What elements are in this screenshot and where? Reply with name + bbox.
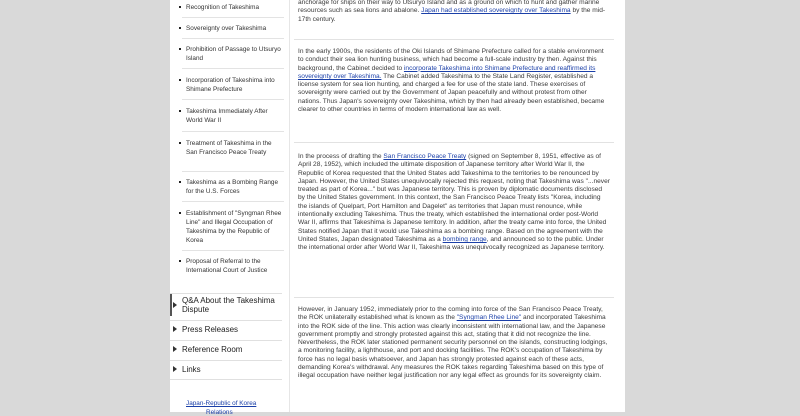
sidebar-item-label: Reference Room xyxy=(182,345,243,354)
bullet-icon xyxy=(179,110,181,112)
sidebar-subitem-label: Establishment of "Syngman Rhee Line" and Illegal Occupation of Takeshima by the Republic of Korea xyxy=(186,210,282,244)
triangle-right-icon xyxy=(173,346,177,352)
sidebar-subitem-syngman-rhee[interactable] xyxy=(186,209,282,245)
sidebar-subitem-label: Treatment of Takeshima in the San Francisco Peace Treaty xyxy=(186,140,272,156)
sidebar-item-qa[interactable] xyxy=(170,293,282,316)
bullet-icon xyxy=(179,48,181,50)
triangle-right-icon xyxy=(173,326,177,332)
sidebar-subitem-label: Takeshima Immediately After World War II xyxy=(186,108,268,124)
divider xyxy=(182,38,284,39)
sidebar-subitem-recognition[interactable] xyxy=(186,3,282,12)
link-bombing-range[interactable]: bombing range xyxy=(442,235,487,243)
sidebar-item-label: Q&A About the Takeshima Dispute xyxy=(182,296,275,314)
paragraph-text: and incorporated Takeshima into the ROK side of the line. This action was clearly inconsistent with international law, and the Japanese government promptly and strongly protested against this act, stating that it did not recognize the line. Nevertheless, the ROK later stationed permanent security personnel on the islands, constructing lodgings, a monitoring facility, a lighthouse, and port and docking facilities. The ROK's occupation of Takeshima by force has no legal basis whatsoever, and Japan has strongly protested against each of these acts, demanding Korea's withdrawal. Any measures the ROK takes regarding Takeshima based on this type of illegal occupation have neither legal justification nor any legal effect as grounds for its sovereignty claim. xyxy=(298,314,608,380)
sidebar-item-label: Press Releases xyxy=(182,325,239,334)
paragraph-text: However, in January 1952, immediately prior to the coming into force of the San Francisco Peace Treaty, the ROK unilaterally established what is known as the xyxy=(298,306,603,322)
active-bar xyxy=(170,294,172,316)
sidebar-subitem-icj-referral[interactable] xyxy=(186,257,282,275)
sidebar-subitem-label: Prohibition of Passage to Utsuryo Island xyxy=(186,46,281,62)
sidebar-subitem-bombing-range[interactable] xyxy=(186,178,282,196)
paragraph-syngman-rhee xyxy=(298,306,610,381)
sidebar-subitem-label: Recognition of Takeshima xyxy=(186,4,260,11)
sidebar-subitem-label: Takeshima as a Bombing Range for the U.S. Forces xyxy=(186,179,279,195)
divider xyxy=(182,68,284,69)
link-san-francisco-peace-treaty[interactable]: San Francisco Peace Treaty xyxy=(383,153,467,160)
sidebar-subitem-peace-treaty[interactable] xyxy=(186,139,282,157)
divider xyxy=(182,250,284,251)
footer-link-relations[interactable]: Relations xyxy=(206,409,233,416)
section-divider xyxy=(294,142,614,143)
divider xyxy=(182,171,284,172)
paragraph-text: , and announced so to the public. Under the international order after World War II, Takeshima was unequivocally recognized as Japanese territory. xyxy=(298,235,605,252)
sidebar-subitem-incorporation[interactable] xyxy=(186,76,282,94)
triangle-right-icon xyxy=(173,366,177,372)
bullet-icon xyxy=(179,181,181,183)
divider xyxy=(182,201,284,202)
paragraph-text: In the early 1900s, the residents of the Oki Islands of Shimane Prefecture called for a stable environment to conduct their sea lion hunting business, which had become a full-scale industry by then. Against this background, the Cabinet decided to xyxy=(298,48,604,72)
divider xyxy=(182,131,284,132)
sidebar-subitem-label: Sovereignty over Takeshima xyxy=(186,25,267,32)
bullet-icon xyxy=(179,79,181,81)
paragraph-peace-treaty xyxy=(298,153,610,253)
bullet-icon xyxy=(179,6,181,8)
paragraph-text: The Cabinet added Takeshima to the State Land Register, established a license system for sea lion hunting, and charged a fee for use of the state land. These exercises of sovereignty were carried out by the Government of Japan peacefully and without protest from other nations. Thus Japan's sovereignty over Takeshima, which by then had already been established, became clearer to other countries in terms of modern international law as well. xyxy=(298,72,605,114)
section-divider xyxy=(294,297,614,298)
paragraph-text: (signed on September 8, 1951, effective as of April 28, 1952), which included the ultimate disposition of Japanese territory after World War II, the Republic of Korea requested that the United States add Takeshima to the territories to be renounced by Japan. However, the United States unequivocally rejected this request, noting that Takeshima was "...never treated as part of Korea..." but was Japanese territory. This is proven by diplomatic documents disclosed by the United States government. In this context, the San Francisco Peace Treaty lists "Korea, including the islands of Quelpart, Port Hamilton and Dagelet" as territories that Japan must renounce, while intentionally excluding Takeshima. Thus the treaty, which established the international order post-World War II, affirms that Takeshima is Japanese territory. In addition, after the treaty came into force, the United States notified Japan that it would use Takeshima as a bombing range. Based on the agreement with the United States, Japan designated Takeshima as a xyxy=(298,153,610,243)
bullet-icon xyxy=(179,212,181,214)
paragraph-sovereignty xyxy=(298,0,610,24)
sidebar-item-links[interactable] xyxy=(170,360,282,380)
sidebar-subitem-prohibition[interactable] xyxy=(186,45,282,63)
link-incorporate-takeshima[interactable]: incorporate Takeshima into Shimane Prefecture and reaffirmed its sovereignty over Takeshima. xyxy=(298,64,596,80)
sidebar-subitem-label: Incorporation of Takeshima into Shimane Prefecture xyxy=(186,77,275,93)
sidebar-nav xyxy=(170,0,284,412)
sidebar-subitem-after-war[interactable] xyxy=(186,107,282,125)
paragraph-text: In the process of drafting the xyxy=(298,153,384,160)
link-syngman-rhee-line[interactable]: "Syngman Rhee Line" xyxy=(456,314,522,322)
footer-link-japan-rok[interactable]: Japan-Republic of Korea xyxy=(186,400,257,407)
triangle-right-icon xyxy=(173,302,177,308)
divider xyxy=(182,99,284,100)
sidebar-item-reference-room[interactable] xyxy=(170,340,282,359)
bullet-icon xyxy=(179,142,181,144)
sidebar-subitem-label: Proposal of Referral to the International Court of Justice xyxy=(186,258,268,274)
sidebar-item-label: Links xyxy=(182,365,201,374)
sidebar-subitem-sovereignty[interactable] xyxy=(186,24,282,33)
section-divider xyxy=(294,39,614,40)
column-divider xyxy=(289,0,290,412)
link-established-sovereignty[interactable]: Japan had established sovereignty over Takeshima xyxy=(421,7,571,15)
bullet-icon xyxy=(179,27,181,29)
sidebar-item-press-releases[interactable] xyxy=(170,320,282,339)
paragraph-text: anchorage for ships on their way to Utsuryo Island and as a ground on which to hunt and gather marine resources such as sea lions and abalone. xyxy=(298,0,600,15)
paragraph-text: by the mid-17th century. xyxy=(298,7,606,23)
divider xyxy=(182,17,284,18)
bullet-icon xyxy=(179,260,181,262)
paragraph-incorporation xyxy=(298,48,610,114)
